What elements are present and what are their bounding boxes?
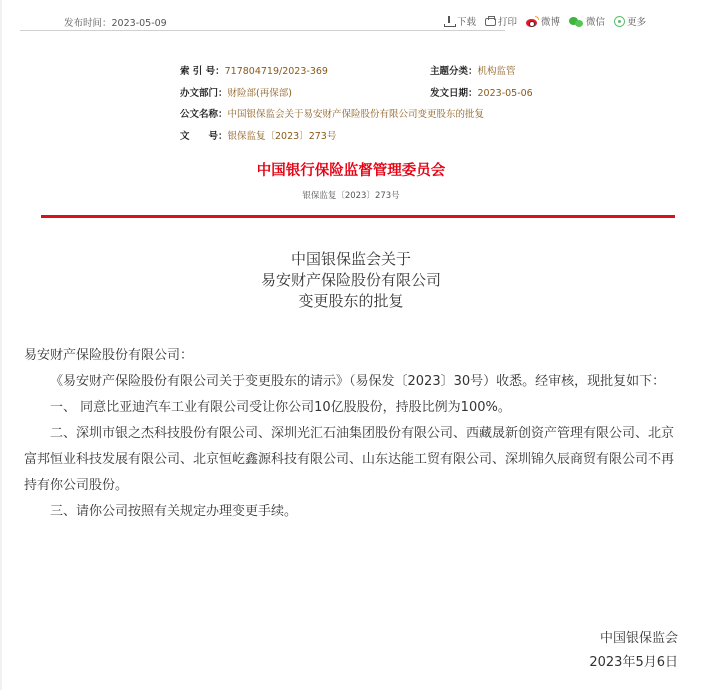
download-icon	[443, 16, 455, 27]
name-value: 中国银保监会关于易安财产保险股份有限公司变更股东的批复	[227, 109, 485, 120]
title-line-1: 中国银保监会关于	[290, 250, 411, 268]
dept-label: 办文部门：	[180, 88, 228, 99]
more-label: 更多	[627, 17, 647, 28]
meta-name	[180, 106, 484, 120]
meta-date	[430, 85, 533, 99]
weibo-icon	[526, 16, 539, 27]
date-value: 2023-05-06	[477, 88, 533, 99]
index-value: 717804719/2023-369	[224, 66, 328, 77]
download-button[interactable]	[443, 14, 476, 28]
meta-dept	[180, 85, 292, 99]
print-button[interactable]	[485, 14, 517, 28]
download-label: 下载	[457, 17, 477, 28]
more-share-button[interactable]	[614, 14, 646, 28]
top-divider-line	[20, 30, 505, 31]
paragraph-1: 《易安财产保险股份有限公司关于变更股东的请示》（易保发〔2023〕30号）收悉。经审核，现批复如下：	[50, 374, 666, 389]
docno-label: 文 号：	[180, 131, 228, 142]
top-bar	[0, 0, 702, 30]
dept-value: 财险部(再保部)	[227, 88, 292, 99]
topic-label: 主题分类：	[430, 66, 478, 77]
document-title	[0, 249, 702, 312]
publish-time	[64, 15, 167, 29]
paragraph-4: 三、请你公司按照有关规定办理变更手续。	[50, 504, 298, 519]
weibo-share-button[interactable]	[526, 14, 560, 28]
page-edge	[0, 0, 2, 690]
topic-value: 机构监管	[477, 66, 516, 77]
paragraph-3: 二、深圳市银之杰科技股份有限公司、深圳光汇石油集团股份有限公司、西藏晟新创资产管理有限公司、北京富邦恒业科技发展有限公司、北京恒屹鑫源科技有限公司、山东达能工贸有限公司、深圳锦久辰商贸有限公司不再持有你公司股份。	[24, 426, 675, 493]
meta-topic	[430, 63, 516, 77]
paragraph-2: 一、 同意比亚迪汽车工业有限公司受让你公司10亿股股份，持股比例为100%。	[50, 400, 511, 415]
weibo-label: 微博	[541, 17, 561, 28]
name-label: 公文名称：	[180, 109, 228, 120]
red-divider	[41, 215, 675, 218]
document-body	[24, 343, 684, 525]
print-label: 打印	[498, 17, 518, 28]
more-icon	[614, 16, 625, 27]
document-number: 银保监复〔2023〕273号	[302, 191, 400, 201]
wechat-share-button[interactable]	[569, 14, 605, 28]
signature-date: 2023年5月6日	[589, 655, 678, 670]
print-icon	[485, 18, 496, 26]
meta-docno	[180, 128, 336, 142]
issuing-organization: 中国银行保险监督管理委员会	[256, 163, 446, 179]
meta-index	[180, 63, 328, 77]
date-label: 发文日期：	[430, 88, 478, 99]
signature-block	[589, 627, 678, 675]
publish-time-value: 2023-05-09	[111, 18, 167, 29]
wechat-label: 微信	[586, 17, 606, 28]
title-line-3: 变更股东的批复	[298, 292, 404, 310]
title-line-2: 易安财产保险股份有限公司	[260, 271, 441, 289]
publish-time-label: 发布时间：	[64, 18, 112, 29]
salutation: 易安财产保险股份有限公司：	[24, 348, 194, 363]
share-tools	[443, 14, 646, 28]
docno-value: 银保监复〔2023〕273号	[227, 131, 337, 142]
signature-org: 中国银保监会	[599, 631, 678, 646]
index-label: 索 引 号：	[180, 66, 225, 77]
wechat-icon	[569, 16, 584, 27]
